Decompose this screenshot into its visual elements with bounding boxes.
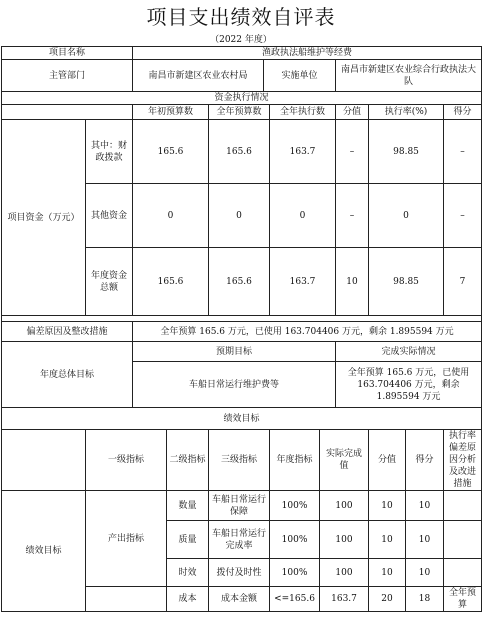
performance-level3: 车船日常运行保障 bbox=[209, 491, 270, 521]
funds-header-blank bbox=[2, 105, 133, 120]
performance-target: 100% bbox=[270, 559, 320, 587]
unit-value: 南昌市新建区农业综合行政执法大队 bbox=[336, 60, 482, 92]
expected-target-text: 车船日常运行维护费等 bbox=[133, 362, 336, 408]
funds-cell: – bbox=[444, 184, 482, 248]
unit-label: 实施单位 bbox=[264, 60, 336, 92]
performance-score-value: 10 bbox=[369, 559, 406, 587]
performance-level2: 数量 bbox=[167, 491, 209, 521]
funds-cell: 165.6 bbox=[209, 120, 270, 184]
funds-cell: 98.85 bbox=[369, 248, 444, 316]
funds-header-cell: 全年执行数 bbox=[270, 105, 336, 120]
dept-value: 南昌市新建区农业农村局 bbox=[133, 60, 264, 92]
performance-level1: 产出指标 bbox=[86, 491, 167, 587]
funds-header-cell: 分值 bbox=[336, 105, 369, 120]
funds-cell: – bbox=[336, 120, 369, 184]
performance-score-value: 20 bbox=[369, 587, 406, 612]
performance-row bbox=[2, 491, 482, 521]
performance-target: 100% bbox=[270, 491, 320, 521]
funds-header-cell: 执行率(%) bbox=[369, 105, 444, 120]
performance-actual: 163.7 bbox=[320, 587, 369, 612]
performance-note bbox=[444, 521, 482, 559]
project-name-value: 渔政执法船维护等经费 bbox=[133, 47, 482, 60]
year-label: （2022 年度） bbox=[210, 35, 272, 45]
performance-header-cell: 二级指标 bbox=[167, 430, 209, 491]
performance-score: 10 bbox=[406, 491, 444, 521]
funds-cell: 163.7 bbox=[270, 248, 336, 316]
funds-row-label: 其他资金 bbox=[86, 184, 133, 248]
performance-score: 10 bbox=[406, 559, 444, 587]
funds-group-label: 项目资金（万元） bbox=[2, 120, 86, 316]
project-name-label: 项目名称 bbox=[2, 47, 133, 60]
funds-cell: 165.6 bbox=[133, 248, 209, 316]
funds-cell: 7 bbox=[444, 248, 482, 316]
performance-group-label: 绩效目标 bbox=[2, 491, 86, 612]
funds-cell: 0 bbox=[209, 184, 270, 248]
self-evaluation-table bbox=[1, 46, 482, 612]
page-title: 项目支出绩效自评表 bbox=[146, 5, 336, 29]
performance-level3: 成本金额 bbox=[209, 587, 270, 612]
performance-header-cell: 得分 bbox=[406, 430, 444, 491]
performance-target: <=165.6 bbox=[270, 587, 320, 612]
funds-row-label: 年度资金总额 bbox=[86, 248, 133, 316]
performance-score: 18 bbox=[406, 587, 444, 612]
deviation-label: 偏差原因及整改措施 bbox=[2, 322, 133, 342]
deviation-text: 全年预算 165.6 万元，已使用 163.704406 万元，剩余 1.895594 万元 bbox=[133, 322, 482, 342]
performance-level2: 时效 bbox=[167, 559, 209, 587]
performance-note: 全年预算 bbox=[444, 587, 482, 612]
funds-header-cell: 全年预算数 bbox=[209, 105, 270, 120]
performance-target: 100% bbox=[270, 521, 320, 559]
annual-target-label: 年度总体目标 bbox=[2, 342, 133, 408]
actual-completion-text: 全年预算 165.6 万元，已使用 163.704406 万元，剩余 1.895594 万元 bbox=[336, 362, 482, 408]
funds-cell: 98.85 bbox=[369, 120, 444, 184]
performance-level1-blank bbox=[86, 587, 167, 612]
funds-cell: 0 bbox=[270, 184, 336, 248]
funds-row bbox=[2, 120, 482, 184]
funds-cell: 163.7 bbox=[270, 120, 336, 184]
funds-cell: 10 bbox=[336, 248, 369, 316]
funds-cell: – bbox=[336, 184, 369, 248]
performance-header-cell: 年度指标 bbox=[270, 430, 320, 491]
performance-actual: 100 bbox=[320, 521, 369, 559]
performance-header-cell: 一级指标 bbox=[86, 430, 167, 491]
dept-label: 主管部门 bbox=[2, 60, 133, 92]
funds-cell: 0 bbox=[133, 184, 209, 248]
performance-actual: 100 bbox=[320, 559, 369, 587]
performance-header-cell: 执行率偏差原因分析及改进措施 bbox=[444, 430, 482, 491]
performance-level2: 成本 bbox=[167, 587, 209, 612]
funds-cell: 0 bbox=[369, 184, 444, 248]
performance-actual: 100 bbox=[320, 491, 369, 521]
performance-score-value: 10 bbox=[369, 521, 406, 559]
performance-note bbox=[444, 491, 482, 521]
funds-section-label: 资金执行情况 bbox=[2, 92, 482, 105]
funds-header-cell: 得分 bbox=[444, 105, 482, 120]
performance-header-blank bbox=[2, 430, 86, 491]
funds-cell: – bbox=[444, 120, 482, 184]
performance-section-label: 绩效目标 bbox=[2, 408, 482, 430]
performance-level2: 质量 bbox=[167, 521, 209, 559]
performance-header-cell: 分值 bbox=[369, 430, 406, 491]
performance-header-cell: 三级指标 bbox=[209, 430, 270, 491]
performance-level3: 车船日常运行完成率 bbox=[209, 521, 270, 559]
performance-score-value: 10 bbox=[369, 491, 406, 521]
actual-completion-header: 完成实际情况 bbox=[336, 342, 482, 362]
expected-target-header: 预期目标 bbox=[133, 342, 336, 362]
funds-cell: 165.6 bbox=[133, 120, 209, 184]
funds-row-label: 其中：财政拨款 bbox=[86, 120, 133, 184]
performance-note bbox=[444, 559, 482, 587]
funds-cell: 165.6 bbox=[209, 248, 270, 316]
funds-header-cell: 年初预算数 bbox=[133, 105, 209, 120]
performance-header-cell: 实际完成值 bbox=[320, 430, 369, 491]
performance-level3: 拨付及时性 bbox=[209, 559, 270, 587]
performance-score: 10 bbox=[406, 521, 444, 559]
